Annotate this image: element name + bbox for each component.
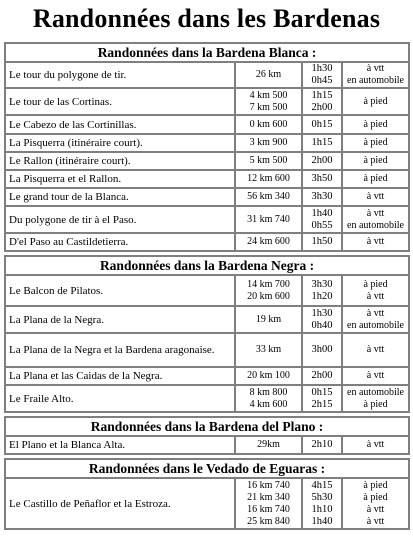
route-distance-line: 4 km 600 bbox=[249, 398, 288, 410]
route-name: Le Fraile Alto. bbox=[5, 385, 235, 412]
route-duration bbox=[302, 88, 342, 115]
route-duration-line: 0h45 bbox=[311, 75, 333, 86]
route-duration-line: 1h40 bbox=[311, 207, 333, 219]
route-duration-line: 1h30 bbox=[311, 307, 333, 319]
route-distance bbox=[235, 152, 302, 170]
route-distance-line: 7 km 500 bbox=[249, 101, 288, 113]
table-row bbox=[5, 333, 409, 367]
route-distance-line: 56 km 340 bbox=[247, 191, 290, 202]
route-duration-line: 0h15 bbox=[311, 118, 333, 130]
route-mode-line: en automobile bbox=[347, 75, 404, 86]
route-distance bbox=[235, 62, 302, 88]
route-distance-line: 25 km 840 bbox=[247, 515, 290, 527]
route-mode bbox=[342, 306, 409, 333]
route-name: Du polygone de tir à el Paso. bbox=[5, 206, 235, 233]
route-distance bbox=[235, 367, 302, 385]
route-mode-line: à vtt bbox=[366, 439, 385, 450]
route-distance-line: 33 km bbox=[255, 344, 282, 355]
route-duration-line: 1h15 bbox=[311, 137, 333, 148]
route-name: Le tour du polygone de tir. bbox=[5, 62, 235, 88]
section-table bbox=[4, 42, 410, 252]
route-distance-line: 12 km 600 bbox=[247, 173, 290, 184]
route-distance bbox=[235, 478, 302, 529]
route-distance-line: 20 km 600 bbox=[247, 290, 290, 302]
route-distance-line: 0 km 600 bbox=[249, 118, 288, 130]
route-mode-line: à vtt bbox=[366, 344, 385, 355]
route-mode-line: à pied bbox=[363, 155, 388, 166]
route-name: La Pisquerra (itinéraire court). bbox=[5, 134, 235, 152]
route-mode-line: à pied bbox=[363, 398, 388, 410]
route-mode-line: à pied bbox=[363, 118, 388, 130]
route-name: Le tour de las Cortinas. bbox=[5, 88, 235, 115]
route-duration bbox=[302, 170, 342, 188]
route-distance-line: 21 km 340 bbox=[247, 491, 290, 503]
route-mode bbox=[342, 206, 409, 233]
table-row bbox=[5, 188, 409, 206]
route-duration-line: 1h30 bbox=[311, 63, 333, 74]
route-duration bbox=[302, 233, 342, 251]
route-mode bbox=[342, 367, 409, 385]
route-duration-line: 1h50 bbox=[311, 236, 333, 247]
route-distance bbox=[235, 233, 302, 251]
route-duration-line: 0h40 bbox=[311, 319, 333, 331]
route-distance-line: 29km bbox=[257, 439, 280, 450]
route-duration-line: 2h00 bbox=[311, 155, 333, 166]
section-table bbox=[4, 255, 410, 413]
table-row bbox=[5, 115, 409, 134]
route-duration bbox=[302, 436, 342, 454]
route-duration bbox=[302, 134, 342, 152]
route-distance-line: 20 km 100 bbox=[247, 370, 290, 381]
page-title: Randonnées dans les Bardenas bbox=[32, 4, 381, 33]
table-row bbox=[5, 88, 409, 115]
route-mode bbox=[342, 170, 409, 188]
route-duration bbox=[302, 62, 342, 88]
route-name: La Plana de la Negra et la Bardena aragonaise. bbox=[5, 333, 235, 367]
route-name: Le Balcon de Pilatos. bbox=[5, 275, 235, 306]
route-mode-line: à pied bbox=[363, 137, 388, 148]
table-row bbox=[5, 275, 409, 306]
section-table bbox=[4, 416, 410, 455]
hiking-tables bbox=[4, 42, 408, 533]
route-duration-line: 4h15 bbox=[311, 479, 333, 491]
route-duration-line: 1h10 bbox=[311, 503, 333, 515]
route-name: Le Castillo de Peñaflor et la Estroza. bbox=[5, 478, 235, 529]
route-mode bbox=[342, 88, 409, 115]
route-duration bbox=[302, 385, 342, 412]
route-duration-line: 3h00 bbox=[311, 344, 333, 355]
route-name: Le Rallon (itinéraire court). bbox=[5, 152, 235, 170]
route-duration-line: 3h30 bbox=[311, 278, 333, 290]
route-distance bbox=[235, 436, 302, 454]
route-mode bbox=[342, 134, 409, 152]
route-duration bbox=[302, 152, 342, 170]
section-title: Randonnées dans le Vedado de Eguaras : bbox=[5, 459, 409, 478]
route-mode bbox=[342, 385, 409, 412]
route-mode-line: en automobile bbox=[347, 319, 404, 331]
route-duration bbox=[302, 333, 342, 367]
route-mode-line: à vtt bbox=[366, 207, 385, 219]
route-duration bbox=[302, 115, 342, 134]
route-mode-line: à vtt bbox=[366, 515, 385, 527]
route-mode bbox=[342, 478, 409, 529]
route-duration bbox=[302, 188, 342, 206]
route-distance-line: 26 km bbox=[255, 69, 282, 80]
route-name: Le Cabezo de las Cortinillas. bbox=[5, 115, 235, 134]
route-duration bbox=[302, 367, 342, 385]
route-name: La Plana de la Negra. bbox=[5, 306, 235, 333]
route-duration-line: 1h40 bbox=[311, 515, 333, 527]
route-distance bbox=[235, 385, 302, 412]
route-duration bbox=[302, 306, 342, 333]
route-mode-line: en automobile bbox=[347, 386, 404, 398]
table-row bbox=[5, 436, 409, 454]
route-distance bbox=[235, 275, 302, 306]
route-mode-line: à vtt bbox=[366, 236, 385, 247]
route-duration-line: 2h00 bbox=[311, 370, 333, 381]
table-row bbox=[5, 152, 409, 170]
table-row bbox=[5, 385, 409, 412]
route-mode bbox=[342, 188, 409, 206]
route-mode bbox=[342, 115, 409, 134]
route-distance bbox=[235, 134, 302, 152]
route-distance bbox=[235, 333, 302, 367]
route-distance bbox=[235, 306, 302, 333]
route-distance bbox=[235, 115, 302, 134]
route-distance bbox=[235, 206, 302, 233]
route-distance-line: 31 km 740 bbox=[247, 213, 290, 225]
route-mode-line: à vtt bbox=[366, 370, 385, 381]
route-mode bbox=[342, 436, 409, 454]
route-mode-line: à vtt bbox=[366, 290, 385, 302]
route-mode-line: à vtt bbox=[366, 63, 385, 74]
section-title: Randonnées dans la Bardena Negra : bbox=[5, 256, 409, 275]
route-name: D'el Paso au Castildetierra. bbox=[5, 233, 235, 251]
route-distance bbox=[235, 88, 302, 115]
route-mode-line: à pied bbox=[363, 95, 388, 107]
route-duration-line: 0h55 bbox=[311, 219, 333, 231]
table-row bbox=[5, 478, 409, 529]
route-distance-line: 16 km 740 bbox=[247, 503, 290, 515]
route-name: El Plano et la Blanca Alta. bbox=[5, 436, 235, 454]
route-duration-line: 1h15 bbox=[311, 89, 333, 101]
route-mode-line: à vtt bbox=[366, 307, 385, 319]
route-distance-line: 5 km 500 bbox=[249, 155, 288, 166]
route-distance-line: 4 km 500 bbox=[249, 89, 288, 101]
table-row bbox=[5, 170, 409, 188]
route-distance-line: 3 km 900 bbox=[249, 137, 288, 148]
route-name: Le grand tour de la Blanca. bbox=[5, 188, 235, 206]
route-mode-line: en automobile bbox=[347, 219, 404, 231]
route-name: La Pisquerra et el Rallon. bbox=[5, 170, 235, 188]
section-title: Randonnées dans la Bardena Blanca : bbox=[5, 43, 409, 62]
route-mode-line: à pied bbox=[363, 173, 388, 184]
table-row bbox=[5, 134, 409, 152]
route-distance-line: 19 km bbox=[255, 313, 282, 325]
route-mode-line: à pied bbox=[363, 278, 388, 290]
route-duration-line: 2h15 bbox=[311, 398, 333, 410]
route-duration-line: 0h15 bbox=[311, 386, 333, 398]
route-duration-line: 1h20 bbox=[311, 290, 333, 302]
route-duration bbox=[302, 206, 342, 233]
route-duration-line: 5h30 bbox=[311, 491, 333, 503]
table-row bbox=[5, 306, 409, 333]
route-mode-line: à pied bbox=[363, 479, 388, 491]
route-distance bbox=[235, 170, 302, 188]
route-duration-line: 3h50 bbox=[311, 173, 333, 184]
route-duration-line: 2h00 bbox=[311, 101, 333, 113]
section-table bbox=[4, 458, 410, 530]
route-distance-line: 14 km 700 bbox=[247, 278, 290, 290]
section-title: Randonnées dans la Bardena del Plano : bbox=[5, 417, 409, 436]
route-duration bbox=[302, 275, 342, 306]
table-row bbox=[5, 206, 409, 233]
table-row bbox=[5, 367, 409, 385]
route-duration-line: 2h10 bbox=[311, 439, 333, 450]
route-name: La Plana et las Caidas de la Negra. bbox=[5, 367, 235, 385]
route-distance-line: 8 km 800 bbox=[249, 386, 288, 398]
route-mode bbox=[342, 62, 409, 88]
route-mode-line: à vtt bbox=[366, 191, 385, 202]
route-mode bbox=[342, 333, 409, 367]
table-row bbox=[5, 62, 409, 88]
route-distance-line: 24 km 600 bbox=[247, 236, 290, 247]
route-duration bbox=[302, 478, 342, 529]
route-mode-line: à vtt bbox=[366, 503, 385, 515]
route-mode bbox=[342, 233, 409, 251]
route-duration-line: 3h30 bbox=[311, 191, 333, 202]
route-mode-line: à pied bbox=[363, 491, 388, 503]
table-row bbox=[5, 233, 409, 251]
route-distance-line: 16 km 740 bbox=[247, 479, 290, 491]
route-mode bbox=[342, 152, 409, 170]
route-mode bbox=[342, 275, 409, 306]
route-distance bbox=[235, 188, 302, 206]
